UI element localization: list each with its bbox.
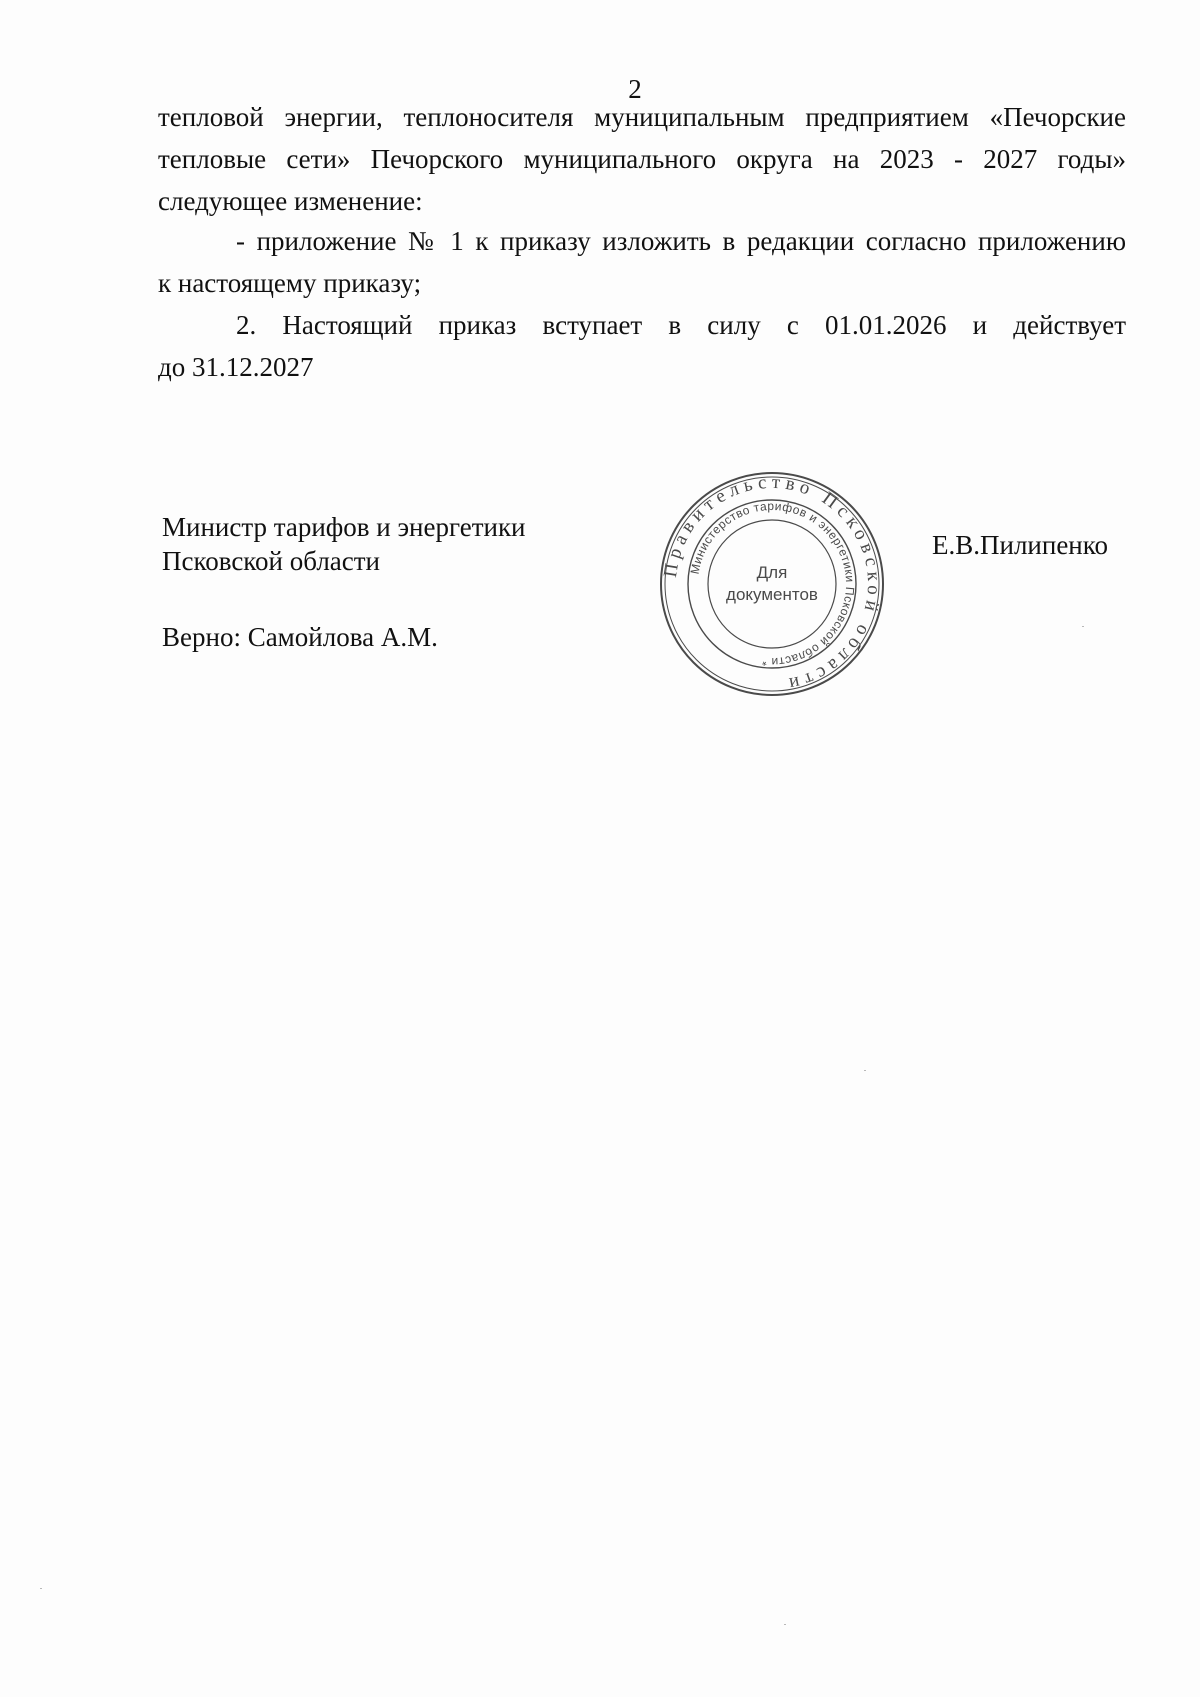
signer-position-line2: Псковской области [162, 546, 381, 576]
text-line: тепловой энергии, теплоносителя муниципальным предприятием «Печорские [158, 102, 1126, 132]
stamp-center-line1: Для [756, 563, 788, 582]
text-line: следующее изменение: [158, 186, 423, 216]
stamp-seal-icon [656, 468, 888, 700]
signer-name: Е.В.Пилипенко [932, 530, 1109, 560]
scan-speck [1082, 626, 1084, 627]
text-line: к настоящему приказу; [158, 268, 422, 298]
scan-speck [40, 1588, 42, 1589]
stamp-outer-text: Правительство Псковской области [659, 471, 885, 696]
stamp-center-line2: документов [726, 585, 818, 604]
paragraph-effective-date [158, 304, 1126, 388]
scan-speck [864, 1070, 866, 1071]
scan-speck [784, 1624, 786, 1625]
official-stamp [656, 468, 888, 700]
text-line: 2. Настоящий приказ вступает в силу с 01.01.2026 и действует [236, 310, 1126, 340]
paragraph-amendment [158, 220, 1126, 304]
page-number: 2 [628, 74, 642, 104]
verified-by: Верно: Самойлова А.М. [162, 622, 438, 652]
text-line: - приложение № 1 к приказу изложить в редакции согласно приложению [236, 226, 1126, 256]
signer-position-line1: Министр тарифов и энергетики [162, 512, 526, 542]
paragraph-continuation [158, 96, 1126, 222]
text-line: тепловые сети» Печорского муниципального округа на 2023 - 2027 годы» [158, 144, 1126, 174]
signature-block [162, 510, 526, 654]
text-line: до 31.12.2027 [158, 352, 314, 382]
stamp-inner-text: Министерство тарифов и энергетики Псковской области * [687, 498, 858, 670]
